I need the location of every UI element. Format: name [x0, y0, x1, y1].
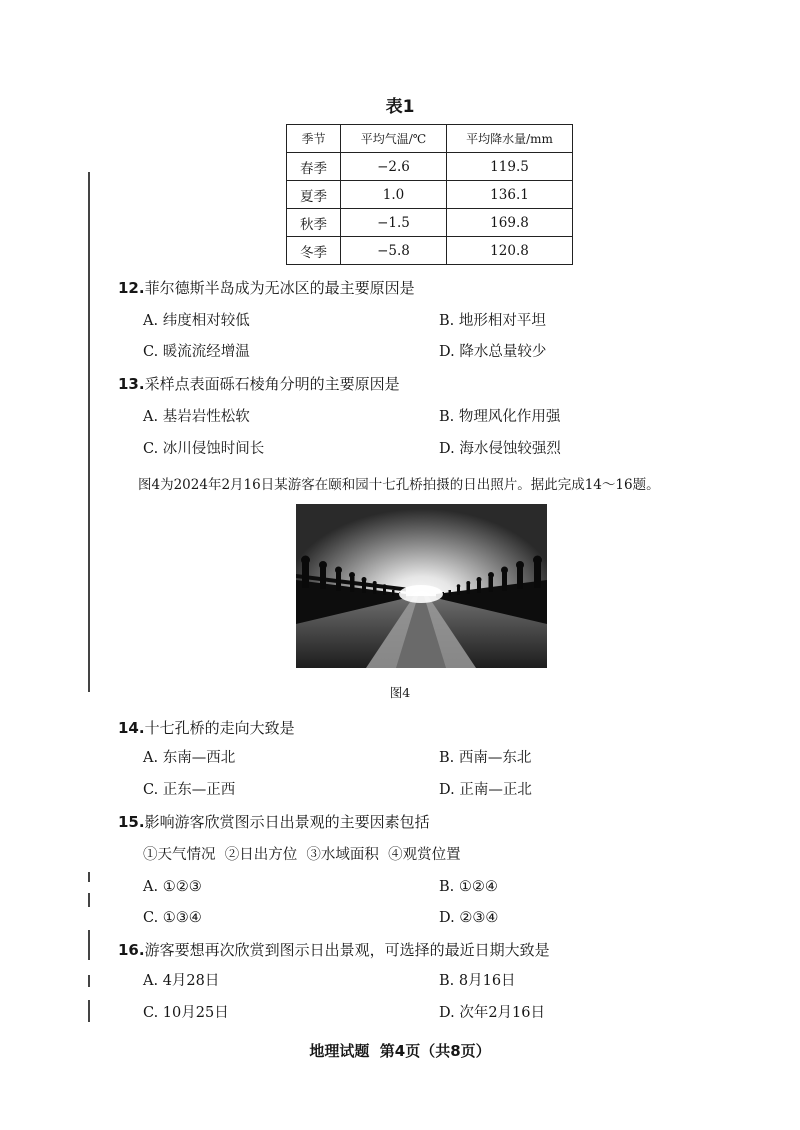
- q13-option-a: A. 基岩岩性松软: [143, 409, 250, 425]
- table-row: [287, 153, 573, 181]
- table-cell: 169.8: [447, 209, 573, 237]
- page-footer: 地理试题 第4页（共8页）: [309, 1042, 491, 1060]
- q13-option-d: D. 海水侵蚀较强烈: [439, 441, 561, 457]
- table-cell: 秋季: [287, 209, 341, 237]
- question-number: 16.: [118, 941, 145, 959]
- table-cell: 冬季: [287, 237, 341, 265]
- table-cell: 春季: [287, 153, 341, 181]
- q14-option-d: D. 正南—正北: [439, 782, 532, 798]
- q16-option-b: B. 8月16日: [439, 973, 516, 989]
- table-row: [287, 181, 573, 209]
- figure-caption: 图4: [389, 685, 411, 700]
- table-cell: −1.5: [341, 209, 447, 237]
- question-number: 14.: [118, 719, 145, 737]
- table-cell: 136.1: [447, 181, 573, 209]
- question-text: 十七孔桥的走向大致是: [144, 719, 295, 737]
- climate-table: [286, 124, 573, 265]
- table-caption: 表1: [385, 97, 415, 117]
- q16-option-d: D. 次年2月16日: [439, 1005, 546, 1021]
- q12-option-b: B. 地形相对平坦: [439, 313, 546, 329]
- q15-option-b: B. ①②④: [439, 879, 498, 895]
- table-row: [287, 209, 573, 237]
- question-text: 影响游客欣赏图示日出景观的主要因素包括: [144, 813, 430, 831]
- table-row: [287, 237, 573, 265]
- q14-option-a: A. 东南—西北: [143, 750, 236, 766]
- question-number: 12.: [118, 279, 145, 297]
- table-cell: −5.8: [341, 237, 447, 265]
- question-12-stem: [118, 278, 415, 298]
- q16-option-c: C. 10月25日: [143, 1005, 229, 1021]
- q15-option-a: A. ①②③: [143, 879, 202, 895]
- q13-option-c: C. 冰川侵蚀时间长: [143, 441, 265, 457]
- table-cell: 120.8: [447, 237, 573, 265]
- question-15-stem: [118, 812, 430, 832]
- bridge-sunrise-photo: [296, 504, 547, 668]
- margin-mark: [88, 930, 90, 960]
- table-cell: 1.0: [341, 181, 447, 209]
- q14-option-c: C. 正东—正西: [143, 782, 236, 798]
- photo-illustration: [296, 504, 547, 668]
- q12-option-c: C. 暖流流经增温: [143, 344, 250, 360]
- q12-option-a: A. 纬度相对较低: [143, 313, 250, 329]
- table-header-row: [287, 125, 573, 153]
- q15-option-c: C. ①③④: [143, 910, 202, 926]
- question-text: 菲尔德斯半岛成为无冰区的最主要原因是: [144, 279, 415, 297]
- q12-option-d: D. 降水总量较少: [439, 344, 547, 360]
- q15-factors: ①天气情况 ②日出方位 ③水域面积 ④观赏位置: [143, 847, 461, 863]
- table-cell: 夏季: [287, 181, 341, 209]
- table-header-season: 季节: [287, 125, 341, 153]
- margin-mark: [88, 975, 90, 987]
- margin-mark: [88, 872, 90, 882]
- q15-option-d: D. ②③④: [439, 910, 499, 926]
- question-16-stem: [118, 940, 550, 960]
- question-14-stem: [118, 718, 295, 738]
- margin-line: [88, 172, 90, 692]
- section-intro: 图4为2024年2月16日某游客在颐和园十七孔桥拍摄的日出照片。据此完成14～16题。: [138, 477, 660, 493]
- question-text: 游客要想再次欣赏到图示日出景观，可选择的最近日期大致是: [144, 941, 550, 959]
- margin-mark: [88, 1000, 90, 1022]
- table-cell: 119.5: [447, 153, 573, 181]
- question-number: 13.: [118, 375, 145, 393]
- question-text: 采样点表面砾石棱角分明的主要原因是: [144, 375, 400, 393]
- q13-option-b: B. 物理风化作用强: [439, 409, 561, 425]
- table-header-temp: 平均气温/℃: [341, 125, 447, 153]
- question-number: 15.: [118, 813, 145, 831]
- question-13-stem: [118, 374, 400, 394]
- q14-option-b: B. 西南—东北: [439, 750, 532, 766]
- table-cell: −2.6: [341, 153, 447, 181]
- margin-mark: [88, 893, 90, 907]
- q16-option-a: A. 4月28日: [143, 973, 220, 989]
- table-header-precip: 平均降水量/mm: [447, 125, 573, 153]
